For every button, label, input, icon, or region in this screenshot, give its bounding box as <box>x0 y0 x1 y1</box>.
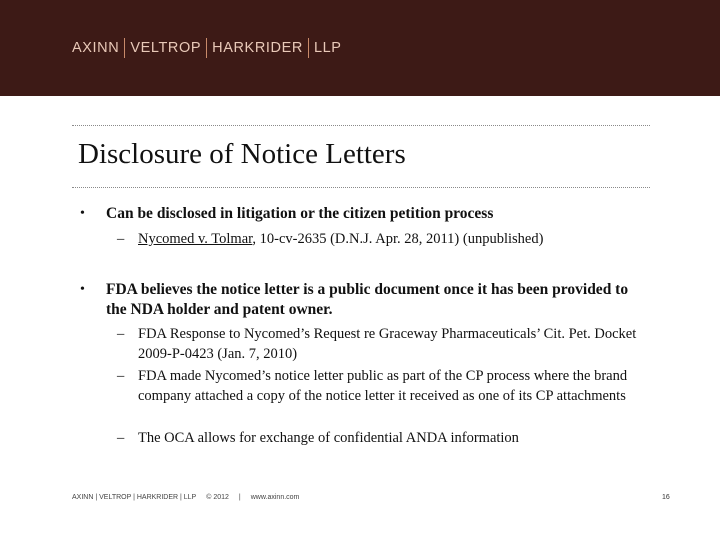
bullet-marker: • <box>80 206 85 221</box>
dash-marker: – <box>117 430 125 446</box>
title-bottom-rule <box>72 187 650 188</box>
footer <box>72 494 299 501</box>
footer-year: © 2012 <box>206 494 229 501</box>
logo-separator <box>206 38 207 58</box>
bullet-2-text: FDA believes the notice letter is a public document once it has been provided to the NDA holder and patent owner. <box>106 281 629 318</box>
logo-separator <box>308 38 309 58</box>
sub-bullet-2-2: FDA made Nycomed’s notice letter public as part of the CP process where the brand company attached a copy of the notice letter it received as one of its CP attachments <box>138 368 628 404</box>
case-citation-details: , 10-cv-2635 (D.N.J. Apr. 28, 2011) (unpublished) <box>252 231 544 247</box>
bullet-marker: • <box>80 282 85 297</box>
sub-bullet-1-1 <box>138 229 650 249</box>
title-top-rule <box>72 125 650 126</box>
firm-logo <box>72 38 342 58</box>
header-bar <box>0 0 720 96</box>
footer-firm: AXINN | VELTROP | HARKRIDER | LLP <box>72 494 197 501</box>
dash-marker: – <box>117 368 125 384</box>
bullet-1-text: Can be disclosed in litigation or the citizen petition process <box>106 205 494 222</box>
logo-part-veltrop: VELTROP <box>130 40 202 56</box>
page-number: 16 <box>662 494 670 501</box>
footer-url: www.axinn.com <box>250 494 300 501</box>
logo-separator <box>124 38 125 58</box>
case-citation-name: Nycomed v. Tolmar <box>138 231 253 247</box>
footer-divider: | <box>238 494 241 501</box>
logo-part-llp: LLP <box>313 40 342 56</box>
sub-bullet-2-3: The OCA allows for exchange of confidential ANDA information <box>138 430 519 446</box>
logo-part-axinn: AXINN <box>72 40 120 56</box>
logo-part-harkrider: HARKRIDER <box>212 40 303 56</box>
dash-marker: – <box>117 231 125 247</box>
slide-title: Disclosure of Notice Letters <box>78 138 406 170</box>
dash-marker: – <box>117 326 125 342</box>
sub-bullet-2-1: FDA Response to Nycomed’s Request re Graceway Pharmaceuticals’ Cit. Pet. Docket 2009-P-0423 (Jan. 7, 2010) <box>138 326 637 362</box>
